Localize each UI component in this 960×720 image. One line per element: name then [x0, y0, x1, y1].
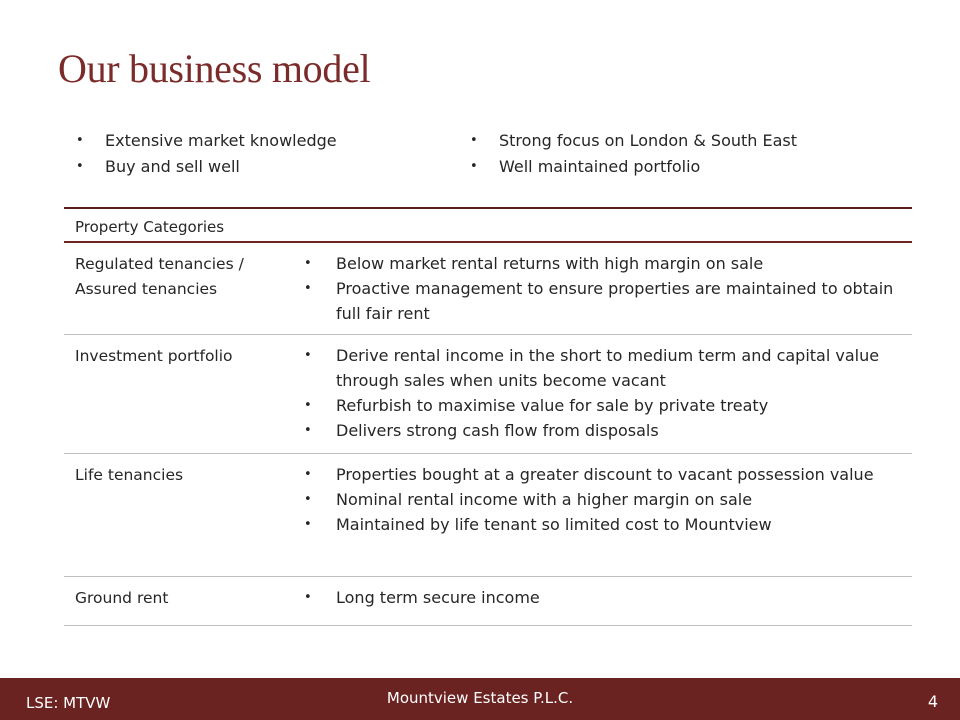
highlight-item: • Well maintained portfolio — [470, 154, 797, 180]
row-points — [304, 585, 904, 610]
table-row — [64, 243, 912, 335]
row-point: • Refurbish to maximise value for sale by private treaty — [304, 393, 904, 418]
row-points — [304, 343, 904, 443]
row-point: • Below market rental returns with high margin on sale — [304, 251, 904, 276]
row-points — [304, 462, 904, 537]
highlights-left-list — [76, 128, 337, 180]
slide-title: Our business model — [58, 46, 371, 91]
page-number: 4 — [927, 692, 938, 711]
row-point: • Long term secure income — [304, 585, 904, 610]
highlights-right-list — [470, 128, 797, 180]
highlight-item: • Strong focus on London & South East — [470, 128, 797, 154]
footer-bar — [0, 678, 960, 720]
row-point: • Maintained by life tenant so limited cost to Mountview — [304, 512, 904, 537]
table-row — [64, 577, 912, 626]
row-point: • Derive rental income in the short to medium term and capital value through sales when units become vacant — [304, 343, 904, 393]
row-category: Regulated tenancies / Assured tenancies — [75, 255, 244, 298]
table-header: Property Categories — [64, 209, 912, 243]
row-category: Ground rent — [75, 589, 169, 607]
company-name: Mountview Estates P.L.C. — [386, 689, 574, 707]
table-row — [64, 335, 912, 454]
highlight-item: • Extensive market knowledge — [76, 128, 337, 154]
property-categories-table — [64, 207, 912, 626]
row-category: Investment portfolio — [75, 347, 233, 365]
ticker-label: LSE: MTVW — [26, 694, 111, 712]
row-points — [304, 251, 904, 326]
highlight-item: • Buy and sell well — [76, 154, 337, 180]
row-point: • Proactive management to ensure properties are maintained to obtain full fair rent — [304, 276, 904, 326]
table-row — [64, 454, 912, 577]
row-point: • Nominal rental income with a higher margin on sale — [304, 487, 904, 512]
row-category: Life tenancies — [75, 466, 184, 484]
row-point: • Delivers strong cash flow from disposals — [304, 418, 904, 443]
row-point: • Properties bought at a greater discount to vacant possession value — [304, 462, 904, 487]
